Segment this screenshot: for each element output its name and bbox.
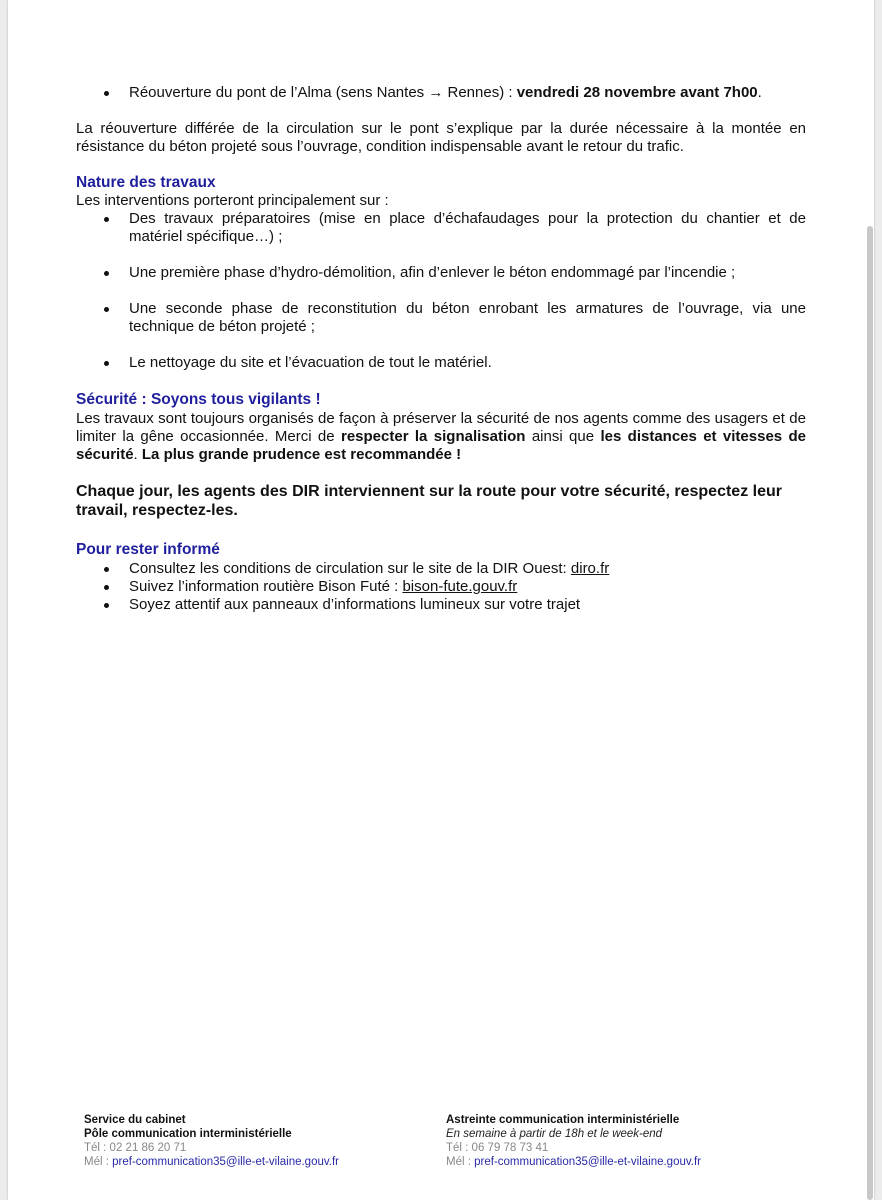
footer-astreinte-mail-link[interactable]: pref-communication35@ille-et-vilaine.gouv.fr [474,1156,701,1168]
footer-astreinte [446,1113,866,1169]
list-item: Suivez l’information routière Bison Futé : bison-fute.gouv.fr [76,578,806,596]
list-item: Une première phase d’hydro-démolition, afin d’enlever le béton endommagé par l’incendie ; [76,264,806,282]
section-heading-info: Pour rester informé [76,541,220,558]
chaque-jour-statement: Chaque jour, les agents des DIR interviennent sur la route pour votre sécurité, respectez leur travail, respectez-les. [76,483,782,519]
nature-lead: Les interventions porteront principalement sur : [76,192,389,209]
securite-paragraph: Les travaux sont toujours organisés de façon à préserver la sécurité de nos agents comme des usagers et de limiter la gêne occasionnée. Merci de respecter la signalisation ainsi que les distances et vitesses de sécurité. La plus grande prudence est recommandée ! [76,410,807,463]
list-item: Des travaux préparatoires (mise en place d’échafaudages pour la protection du chantier et de matériel spécifique…) ; [76,210,806,246]
footer-cabinet-mail: Mél : pref-communication35@ille-et-vilaine.gouv.fr [84,1156,339,1168]
nature-list [76,354,806,372]
list-item: Soyez attentif aux panneaux d’informations lumineux sur votre trajet [76,596,806,614]
list-item: Consultez les conditions de circulation sur le site de la DIR Ouest: diro.fr [76,560,806,578]
nature-list [76,210,806,246]
footer-cabinet [84,1113,424,1169]
section-heading-nature: Nature des travaux [76,174,216,191]
footer-cabinet-title: Service du cabinet [84,1114,186,1126]
nature-list [76,300,806,336]
nature-list [76,264,806,282]
footer-cabinet-subtitle: Pôle communication interministérielle [84,1128,292,1140]
intro-paragraph: La réouverture différée de la circulation sur le pont s’explique par la durée nécessaire à la montée en résistance du béton projeté sous l’ouvrage, condition indispensable avant le retour du trafic. [76,120,806,155]
list-item: Une seconde phase de reconstitution du béton enrobant les armatures de l’ouvrage, via une technique de béton projeté ; [76,300,806,336]
section-heading-securite: Sécurité : Soyons tous vigilants ! [76,391,321,408]
intro-bullet-list [76,84,806,102]
footer-astreinte-mail: Mél : pref-communication35@ille-et-vilaine.gouv.fr [446,1156,701,1168]
bison-fute-link[interactable]: bison-fute.gouv.fr [402,578,518,595]
footer-astreinte-hours: En semaine à partir de 18h et le week-end [446,1128,663,1140]
list-item: Réouverture du pont de l’Alma (sens Nantes → Rennes) : vendredi 28 novembre avant 7h00. [76,84,806,102]
info-list [76,560,806,614]
document-page [8,0,874,1200]
footer-astreinte-phone: Tél : 06 79 78 73 41 [446,1142,549,1154]
list-item: Le nettoyage du site et l’évacuation de tout le matériel. [76,354,806,372]
diro-link[interactable]: diro.fr [570,560,610,577]
footer-cabinet-mail-link[interactable]: pref-communication35@ille-et-vilaine.gouv.fr [112,1156,339,1168]
footer-astreinte-title: Astreinte communication interministérielle [446,1114,680,1126]
scrollbar[interactable] [867,226,873,1200]
footer-cabinet-phone: Tél : 02 21 86 20 71 [84,1142,187,1154]
